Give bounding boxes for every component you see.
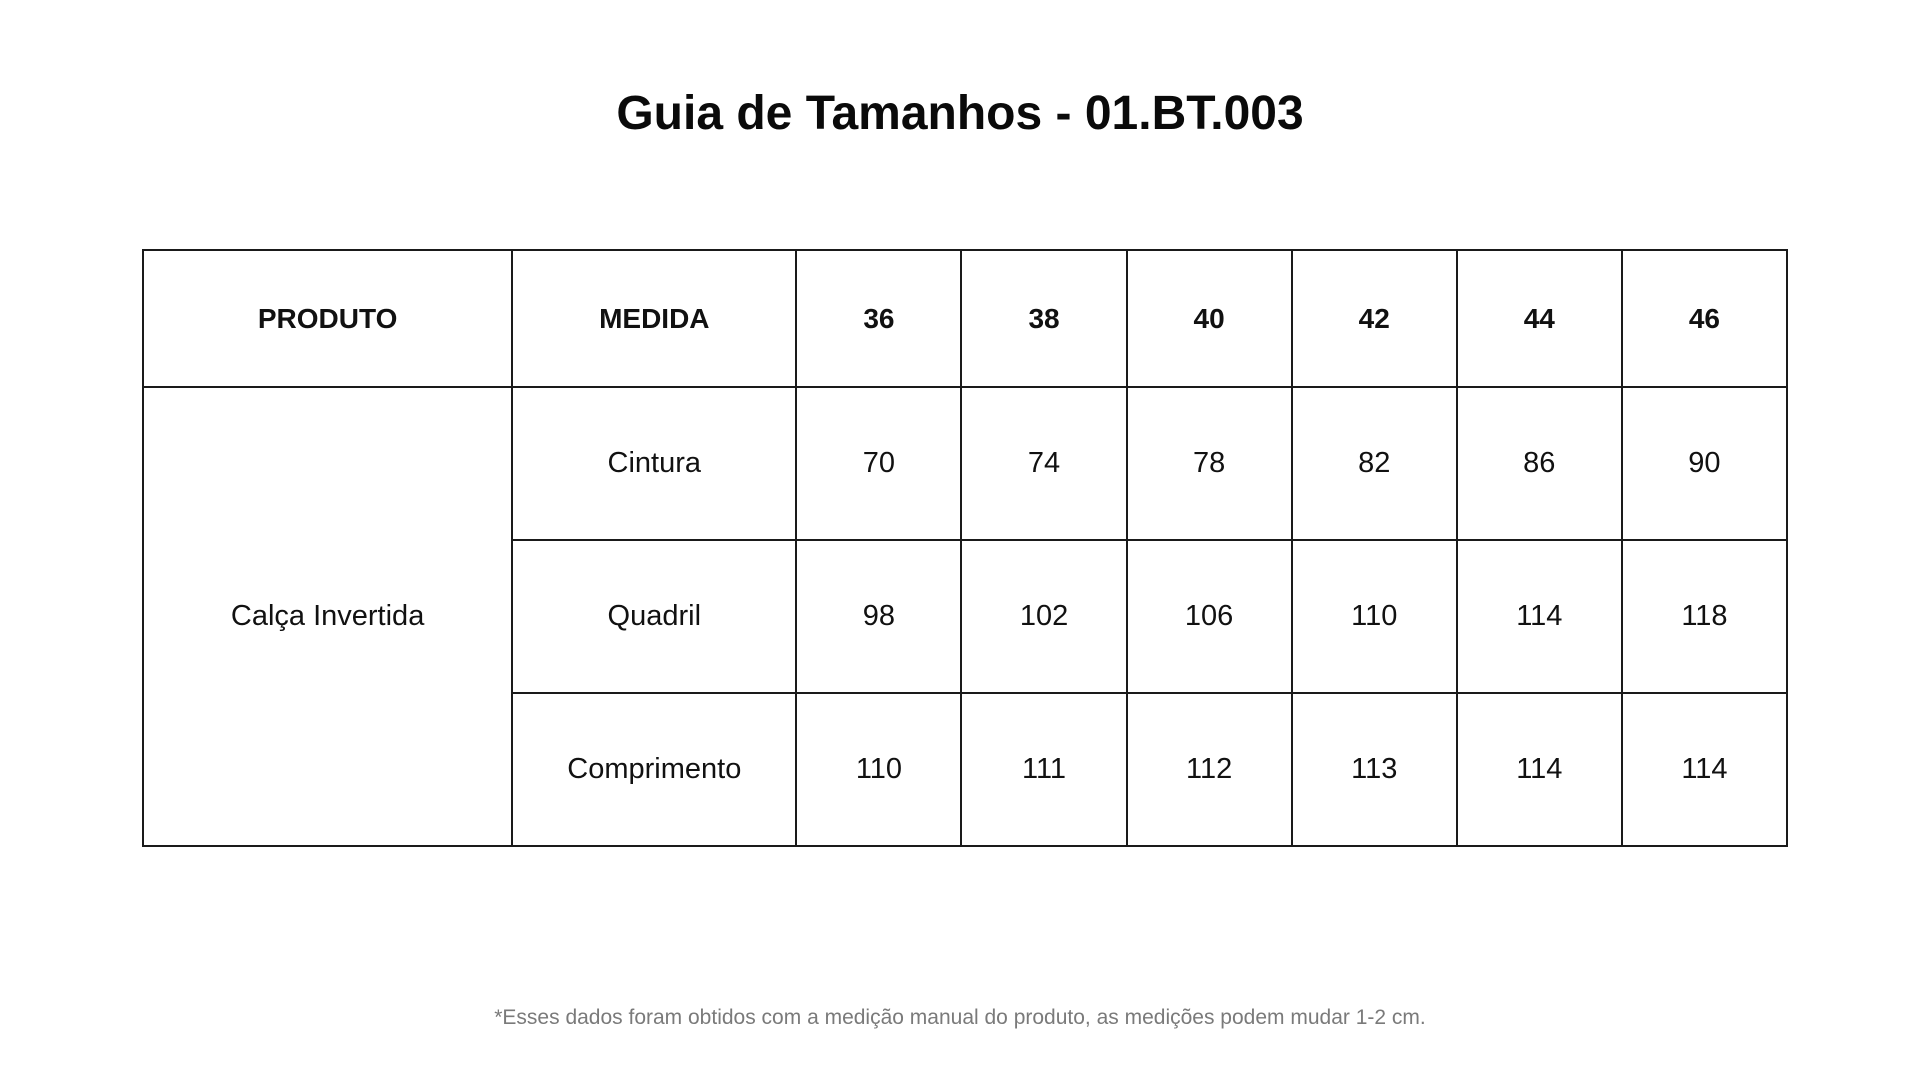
table-cell: 114 bbox=[1457, 540, 1622, 693]
measure-label-comprimento: Comprimento bbox=[512, 693, 796, 846]
measure-label-quadril: Quadril bbox=[512, 540, 796, 693]
product-name-cell: Calça Invertida bbox=[143, 387, 512, 846]
table-cell: 82 bbox=[1292, 387, 1457, 540]
table-cell: 113 bbox=[1292, 693, 1457, 846]
table-cell: 114 bbox=[1622, 693, 1787, 846]
header-size-36: 36 bbox=[796, 250, 961, 387]
header-size-42: 42 bbox=[1292, 250, 1457, 387]
header-size-46: 46 bbox=[1622, 250, 1787, 387]
table-row bbox=[143, 387, 1787, 540]
table-cell: 111 bbox=[961, 693, 1126, 846]
header-produto: PRODUTO bbox=[143, 250, 512, 387]
measure-label-cintura: Cintura bbox=[512, 387, 796, 540]
table-cell: 98 bbox=[796, 540, 961, 693]
table-cell: 86 bbox=[1457, 387, 1622, 540]
size-guide-table bbox=[142, 249, 1788, 847]
table-cell: 106 bbox=[1127, 540, 1292, 693]
header-medida: MEDIDA bbox=[512, 250, 796, 387]
table-cell: 118 bbox=[1622, 540, 1787, 693]
table-cell: 90 bbox=[1622, 387, 1787, 540]
header-size-40: 40 bbox=[1127, 250, 1292, 387]
header-size-38: 38 bbox=[961, 250, 1126, 387]
table-cell: 78 bbox=[1127, 387, 1292, 540]
table-cell: 114 bbox=[1457, 693, 1622, 846]
measurement-footnote: *Esses dados foram obtidos com a medição manual do produto, as medições podem mudar 1-2 cm. bbox=[494, 1006, 1426, 1029]
page-title: Guia de Tamanhos - 01.BT.003 bbox=[616, 87, 1304, 141]
header-size-44: 44 bbox=[1457, 250, 1622, 387]
table-cell: 102 bbox=[961, 540, 1126, 693]
table-cell: 70 bbox=[796, 387, 961, 540]
table-cell: 110 bbox=[796, 693, 961, 846]
table-header-row bbox=[143, 250, 1787, 387]
table-cell: 112 bbox=[1127, 693, 1292, 846]
table-cell: 74 bbox=[961, 387, 1126, 540]
table-cell: 110 bbox=[1292, 540, 1457, 693]
